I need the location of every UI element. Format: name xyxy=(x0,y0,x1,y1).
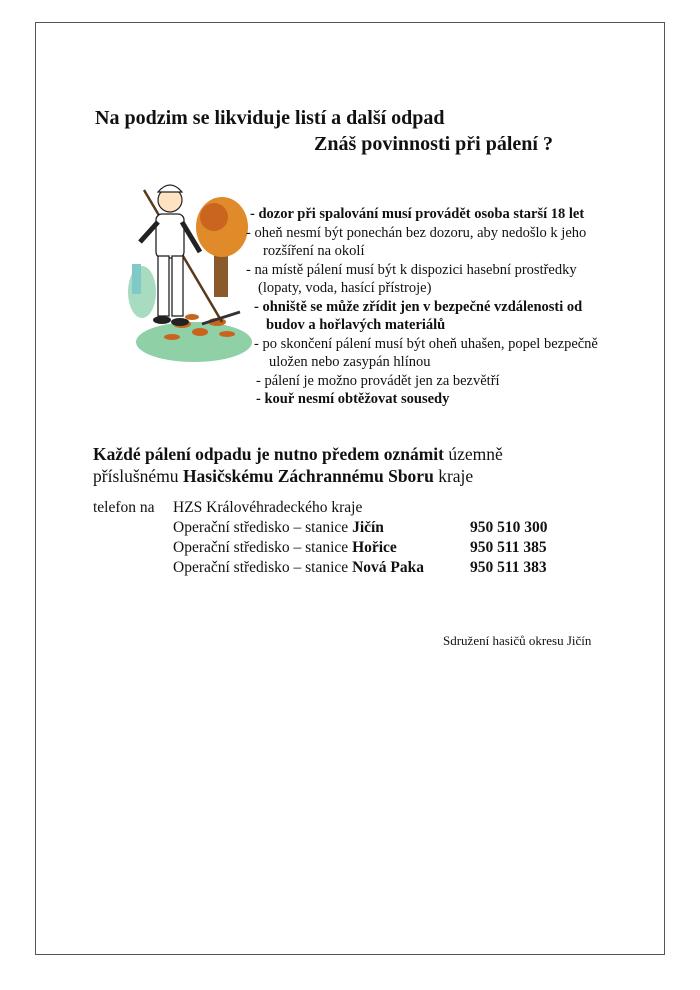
station-phone: 950 511 383 xyxy=(470,559,547,576)
rule-line: - oheň nesmí být ponechán bez dozoru, aby nedošlo k jeho xyxy=(246,224,587,241)
station-name: Operační středisko – stanice Jičín xyxy=(173,519,384,536)
station-name: Operační středisko – stanice Hořice xyxy=(173,539,397,556)
notice-text: příslušnému xyxy=(93,466,183,486)
station-phone: 950 511 385 xyxy=(470,539,547,556)
rule-line: - na místě pálení musí být k dispozici hasební prostředky xyxy=(246,261,577,278)
rule-line: rozšíření na okolí xyxy=(263,243,365,259)
station-name: Operační středisko – stanice Nová Paka xyxy=(173,559,424,576)
contact-prefix: telefon na xyxy=(93,499,155,516)
rule-safe-distance xyxy=(254,298,598,335)
rule-extinguishing-means xyxy=(246,261,598,298)
rule-line: - pálení je možno provádět jen za bezvětří xyxy=(256,372,500,389)
rule-line: - ohniště se může zřídit jen v bezpečné vzdálenosti od xyxy=(254,298,583,315)
footer-signature: Sdružení hasičů okresu Jičín xyxy=(443,633,592,648)
station-town: Jičín xyxy=(352,519,384,536)
headline-autumn-waste: Na podzim se likviduje listí a další odpad xyxy=(95,107,445,129)
man-raking-leaves-icon xyxy=(122,172,252,367)
rule-line: uložen nebo zasypán hlínou xyxy=(269,354,431,370)
station-town: Nová Paka xyxy=(352,559,424,576)
page-border xyxy=(35,22,665,955)
rule-unattended-fire xyxy=(246,224,598,261)
notice-text: územně xyxy=(444,444,503,464)
rule-line: - kouř nesmí obtěžovat sousedy xyxy=(256,391,450,407)
rule-line: - po skončení pálení musí být oheň uhašen, popel bezpečně xyxy=(254,335,598,352)
rule-line: budov a hořlavých materiálů xyxy=(266,317,446,333)
rule-line: - dozor při spalování musí provádět osoba starší 18 let xyxy=(250,206,585,222)
notice-fire-rescue-service: Hasičskému Záchrannému Sboru xyxy=(182,466,434,486)
rule-supervision xyxy=(250,205,598,224)
station-town: Hořice xyxy=(352,539,397,556)
rule-windless xyxy=(256,372,598,391)
contact-organization: HZS Královéhradeckého kraje xyxy=(173,499,363,516)
notice-announce-burning xyxy=(93,443,503,487)
rule-smoke-neighbors xyxy=(256,390,598,409)
burning-rules-list xyxy=(246,205,598,409)
rule-after-burning xyxy=(254,335,598,372)
station-phone: 950 510 300 xyxy=(470,519,548,536)
notice-text: kraje xyxy=(433,466,474,486)
headline-burning-duties: Znáš povinnosti při pálení ? xyxy=(314,133,553,155)
rule-line: (lopaty, voda, hasící přístroje) xyxy=(258,280,432,296)
notice-bold: Každé pálení odpadu je nutno předem oznámit xyxy=(93,444,444,464)
